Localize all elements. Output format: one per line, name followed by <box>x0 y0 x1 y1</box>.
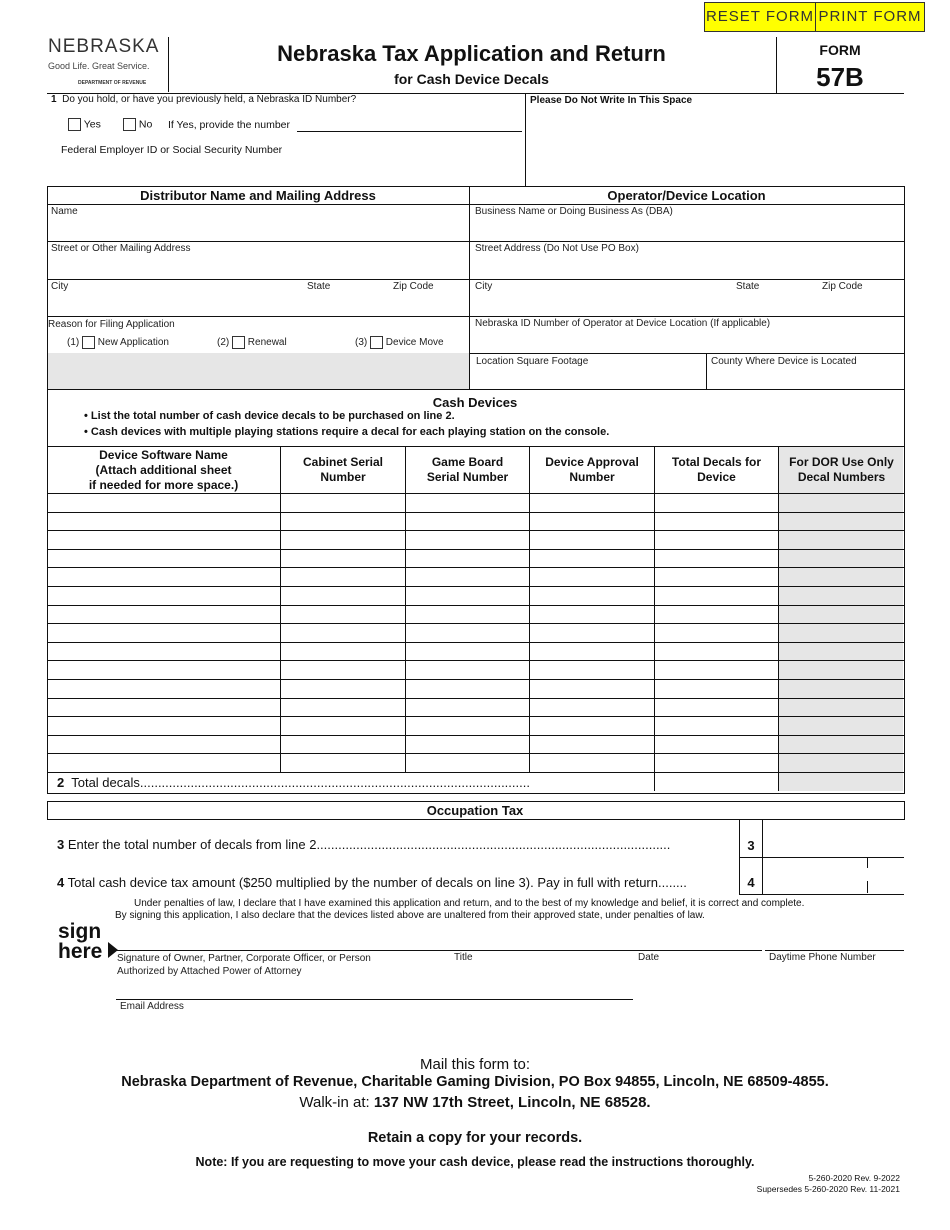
distributor-gray-area <box>48 353 469 389</box>
declaration-1: Under penalties of law, I declare that I have examined this application and return, and to the best of my knowledge and belief, it is correct and complete. <box>134 898 805 909</box>
phone-label: Daytime Phone Number <box>769 952 876 963</box>
col-total-decals: Total Decals for Device <box>671 455 762 484</box>
retain-copy-note: Retain a copy for your records. <box>367 1130 583 1146</box>
title-label: Title <box>454 952 473 963</box>
operator-title: Operator/Device Location <box>607 188 766 203</box>
grid-row-line <box>47 735 904 736</box>
logo-tagline: Good Life. Great Service. <box>48 61 150 71</box>
col-dor-decal-numbers: For DOR Use Only Decal Numbers <box>789 455 894 484</box>
line-2-label: 2 Total decals............................................................................................................ <box>57 775 530 790</box>
q1-if-yes: If Yes, provide the number <box>168 119 290 131</box>
mail-to-label: Mail this form to: <box>419 1056 531 1073</box>
no-checkbox[interactable] <box>123 118 136 131</box>
grid-row-line <box>47 679 904 680</box>
device-move-checkbox[interactable] <box>370 336 383 349</box>
yes-checkbox[interactable] <box>68 118 81 131</box>
grid-column-line <box>654 447 655 791</box>
grid-column-line <box>405 447 406 773</box>
line-3-number-box: 3 <box>747 838 755 853</box>
grid-column-line <box>778 447 779 791</box>
grid-row-line <box>47 549 904 550</box>
grid-row-line <box>47 623 904 624</box>
do-not-write-label: Please Do Not Write In This Space <box>530 95 693 106</box>
cash-devices-bullet-2: • Cash devices with multiple playing stations require a decal for each playing station on the console. <box>84 426 610 438</box>
email-label: Email Address <box>120 1001 184 1012</box>
reset-form-button[interactable]: RESET FORM <box>704 2 816 32</box>
page-subtitle: for Cash Device Decals <box>394 71 549 87</box>
q1-text: 1 Do you hold, or have you previously held, a Nebraska ID Number? <box>51 94 357 105</box>
reason-new-application[interactable]: (1) New Application <box>67 337 169 349</box>
new-application-checkbox[interactable] <box>82 336 95 349</box>
grid-row-line <box>47 512 904 513</box>
operator-city-label: City <box>475 281 493 292</box>
col-cabinet-serial: Cabinet Serial Number <box>302 455 384 484</box>
operator-business-label: Business Name or Doing Business As (DBA) <box>475 206 673 217</box>
sign-here-label: sign here <box>58 920 103 963</box>
distributor-zip-label: Zip Code <box>393 281 434 292</box>
signature-line[interactable] <box>116 950 762 951</box>
distributor-city-label: City <box>51 281 69 292</box>
form-number: 57B <box>816 62 864 92</box>
form-label: FORM <box>819 42 861 58</box>
distributor-name-label: Name <box>51 206 78 217</box>
operator-zip-label: Zip Code <box>822 281 863 292</box>
fein-label: Federal Employer ID or Social Security Number <box>61 144 283 156</box>
grid-row-line <box>47 493 904 494</box>
date-label: Date <box>638 952 660 963</box>
line-3-input[interactable] <box>763 820 903 856</box>
col-device-approval: Device Approval Number <box>545 455 639 484</box>
grid-column-line <box>280 447 281 773</box>
cash-devices-bullet-1: • List the total number of cash device decals to be purchased on line 2. <box>84 410 455 422</box>
phone-line[interactable] <box>765 950 904 951</box>
occupation-tax-title: Occupation Tax <box>426 803 524 818</box>
ne-id-operator-label: Nebraska ID Number of Operator at Device Location (If applicable) <box>475 318 771 329</box>
operator-state-label: State <box>736 281 760 292</box>
ne-id-number-field[interactable] <box>297 131 522 132</box>
q1-no[interactable]: No <box>123 118 152 131</box>
grid-row-line <box>47 642 904 643</box>
grid-row-line <box>47 605 904 606</box>
logo-dept: DEPARTMENT OF REVENUE <box>78 80 147 86</box>
col-device-software: Device Software Name (Attach additional sheet if needed for more space.) <box>88 447 239 492</box>
email-line[interactable] <box>116 999 633 1000</box>
grid-row-line <box>47 716 904 717</box>
grid-row-line <box>47 567 904 568</box>
grid-column-line <box>529 447 530 773</box>
device-move-note: Note: If you are requesting to move your cash device, please read the instructions thoroughly. <box>195 1155 755 1169</box>
signature-label: Signature of Owner, Partner, Corporate Officer, or Person Authorized by Attached Power of Attorney <box>117 953 371 977</box>
declaration-2: By signing this application, I also declare that the devices listed above are unaltered from their approved state, under penalties of law. <box>115 910 705 921</box>
sqft-label: Location Square Footage <box>476 356 589 367</box>
cash-devices-title: Cash Devices <box>432 395 518 410</box>
reason-device-move[interactable]: (3) Device Move <box>355 337 444 349</box>
reason-renewal[interactable]: (2) Renewal <box>217 337 287 349</box>
line-4-label: 4 Total cash device tax amount ($250 multiplied by the number of decals on line 3). Pay in full with return........ <box>57 875 687 890</box>
renewal-checkbox[interactable] <box>232 336 245 349</box>
grid-row-line <box>654 772 904 773</box>
page-title: Nebraska Tax Application and Return <box>277 41 666 66</box>
line-3-label: 3 Enter the total number of decals from line 2.................................................................................................. <box>57 837 671 852</box>
logo-name: NEBRASKA <box>48 36 160 57</box>
operator-street-label: Street Address (Do Not Use PO Box) <box>475 243 639 254</box>
county-label: County Where Device is Located <box>711 356 857 367</box>
print-form-button[interactable]: PRINT FORM <box>815 2 925 32</box>
distributor-state-label: State <box>307 281 331 292</box>
reason-label: Reason for Filing Application <box>48 319 175 330</box>
distributor-street-label: Street or Other Mailing Address <box>51 243 191 254</box>
grid-row-line <box>47 586 904 587</box>
dor-use-column <box>779 447 903 791</box>
line-4-number-box: 4 <box>747 875 755 890</box>
grid-row-line <box>47 753 904 754</box>
distributor-title: Distributor Name and Mailing Address <box>140 188 376 203</box>
grid-row-line <box>47 698 904 699</box>
q1-yes[interactable]: Yes <box>68 118 101 131</box>
grid-row-line <box>47 660 904 661</box>
mail-address: Nebraska Department of Revenue, Charitable Gaming Division, PO Box 94855, Lincoln, NE 68509-4855. <box>121 1074 829 1090</box>
walk-in-address: Walk-in at: 137 NW 17th Street, Lincoln, NE 68528. <box>299 1094 651 1111</box>
grid-row-line <box>47 530 904 531</box>
line-4-input[interactable] <box>763 858 867 893</box>
col-game-board-serial: Game Board Serial Number <box>426 455 509 484</box>
revision-info: 5-260-2020 Rev. 9-2022 Supersedes 5-260-2020 Rev. 11-2021 <box>756 1173 900 1194</box>
